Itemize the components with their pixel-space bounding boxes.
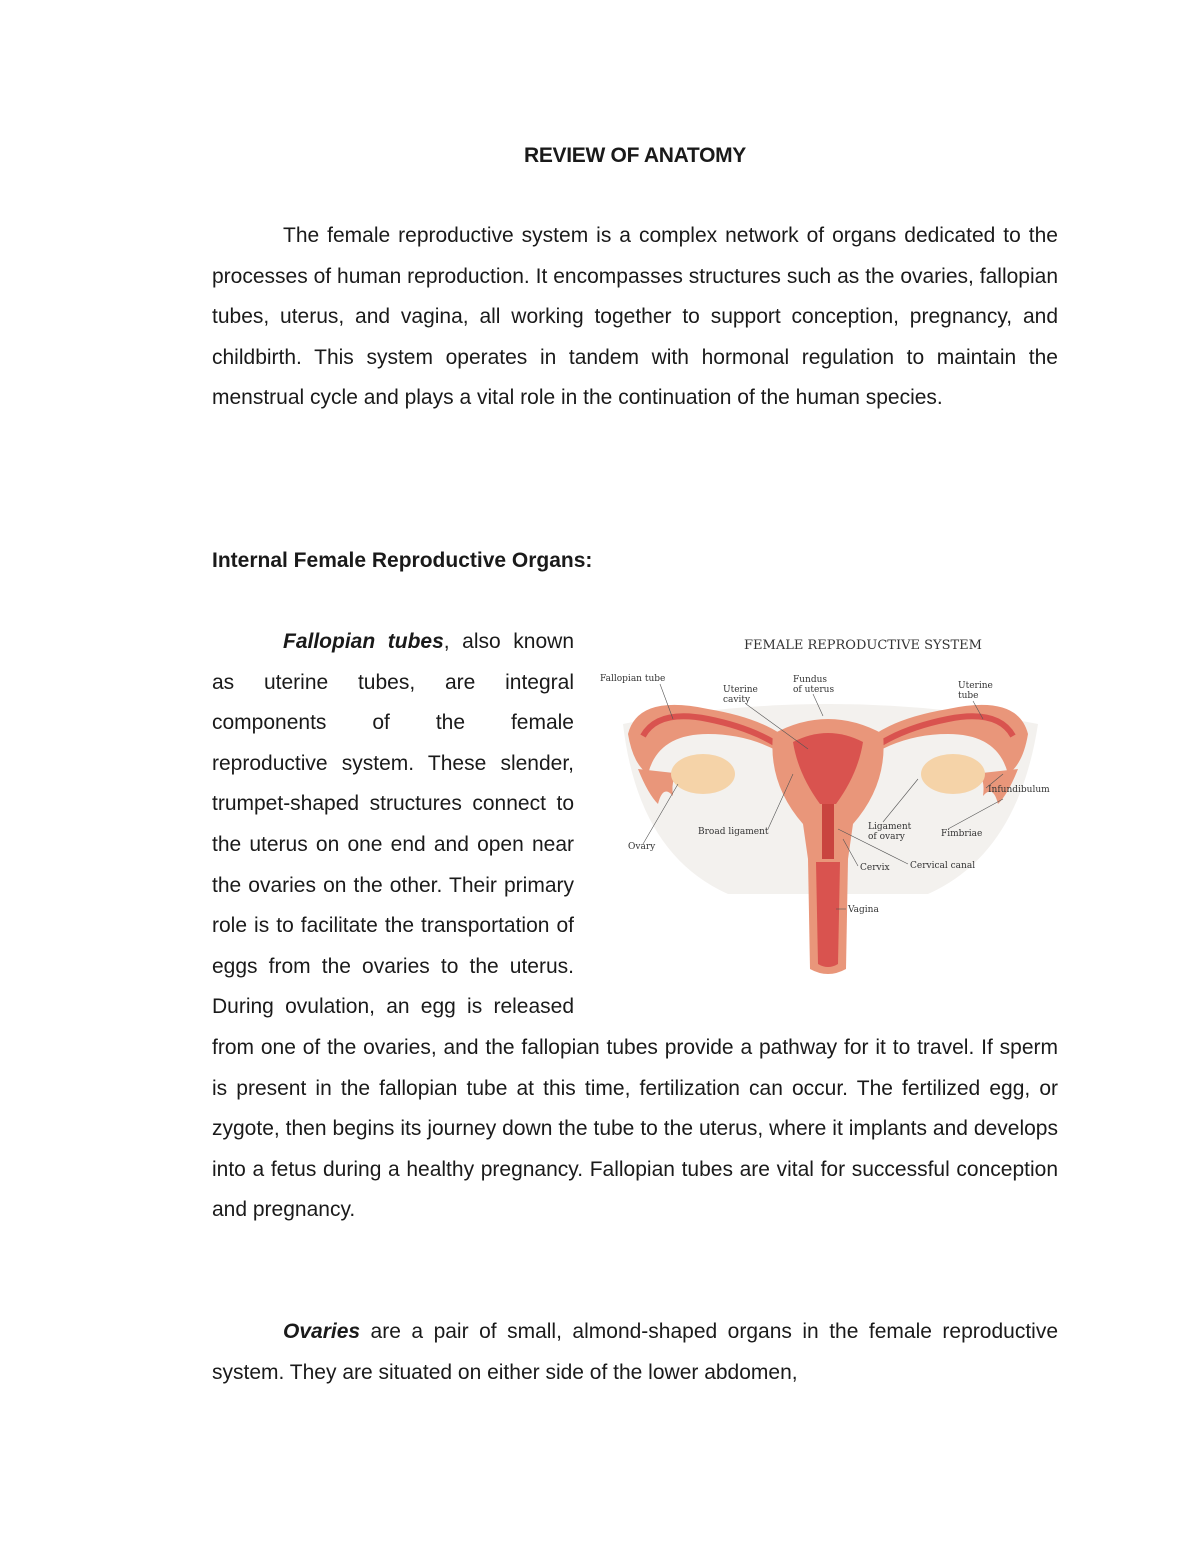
label-uterine-cavity-2: cavity [723,695,751,705]
label-cervix: Cervix [860,863,890,873]
page-title: REVIEW OF ANATOMY [523,144,746,167]
label-ovary: Ovary [628,842,656,852]
figure-title: FEMALE REPRODUCTIVE SYSTEM [744,638,982,653]
left-ovary [671,754,735,794]
intro-paragraph: The female reproductive system is a complex network of organs dedicated to the processes of human reproduction. It encompasses structures such as the ovaries, fallopian tubes, uterus, and vagina, all working together to support conception, pregnancy, and childbirth. This system operates in tandem with hormonal regulation to maintain the menstrual cycle and plays a vital role in the continuation of the human species. [212,224,1058,410]
fallopian-term: Fallopian tubes [283,630,444,653]
label-broad-ligament: Broad ligament [698,827,769,837]
fallopian-text: , also known as uterine tubes, are integral components of the female reproductive system. These slender, trumpet-shaped structures connect to the uterus on one end and open near the ovaries on the other. Their primary role is to facilitate the transportation of eggs from the ovaries to the uterus. During ovulation, an egg is released from one of the ovaries, and the fallopian tubes provide a pathway for it to travel. If sperm is present in the fallopian tube at this time, fertilization can occur. The fertilized egg, or zygote, then begins its journey down the tube to the uterus, where it implants and develops into a fetus during a healthy pregnancy. Fallopian tubes are vital for successful conception and pregnancy. [212,630,1058,1222]
right-ovary [921,754,985,794]
ovaries-term: Ovaries [283,1320,361,1343]
ovaries-text: are a pair of small, almond-shaped organs in the female reproductive system. They are situated on either side of the lower abdomen, [212,1320,1058,1384]
label-infundibulum: Infundibulum [988,785,1050,795]
label-fallopian-tube: Fallopian tube [600,674,666,684]
cervical-canal [822,804,834,859]
label-fundus: Fundus [793,675,828,685]
fallopian-section [212,622,1058,1231]
reproductive-system-diagram [598,624,1058,1009]
label-ligament-ovary-2: of ovary [868,832,905,842]
vaginal-canal [816,862,840,967]
label-vagina: Vagina [848,905,879,915]
ovaries-section [212,1312,1058,1393]
label-uterine-cavity: Uterine [723,685,758,695]
reproductive-system-figure [598,624,1058,1009]
label-uterine-tube: Uterine [958,681,993,691]
label-fundus-2: of uterus [793,685,835,695]
label-cervical-canal: Cervical canal [910,861,976,871]
label-uterine-tube-2: tube [958,691,979,701]
section-heading: Internal Female Reproductive Organs: [212,549,593,572]
label-ligament-ovary: Ligament [868,822,912,832]
ovaries-paragraph [212,1312,1058,1393]
label-fimbriae: Fimbriae [941,829,983,839]
